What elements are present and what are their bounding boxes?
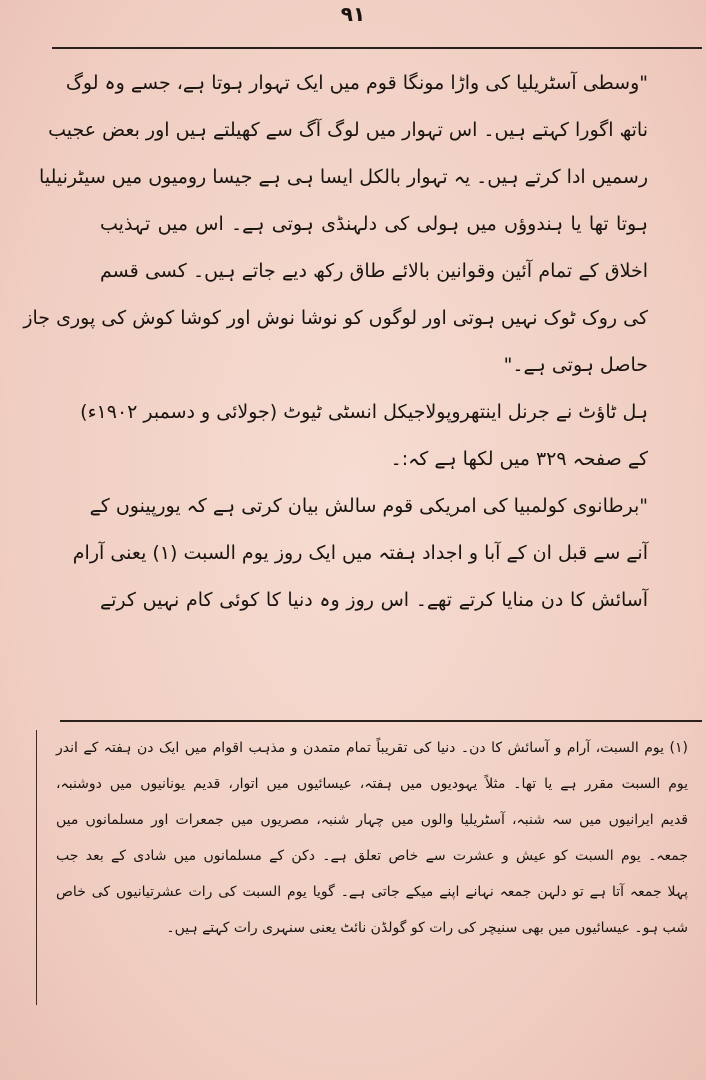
text-line: "برطانوی کولمبیا کی امریکی قوم سالش بیان کرتی ہے کہ یورپینوں کے [89,495,648,517]
text-line: رسمیں ادا کرتے ہیں۔ یہ تہوار بالکل ایسا ہی ہے جیسا رومیوں میں سیٹرنیلیا [39,166,648,188]
footnotes [56,730,688,946]
text-line: آنے سے قبل ان کے آبا و اجداد ہفتہ میں ایک روز یوم السبت (۱) یعنی آرام [72,542,648,564]
footnote-rule [60,720,702,722]
text-line: "وسطی آسٹریلیا کی واڑا مونگا قوم میں ایک تہوار ہوتا ہے، جسے وہ لوگ [65,72,648,94]
footnote-line: یوم السبت مقرر ہے یا تھا۔ مثلاً یہودیوں میں ہفتہ، عیسائیوں میں اتوار، قدیم یونانیوں میں دوشنبہ، [56,776,688,792]
text-line: ناتھ اگورا کہتے ہیں۔ اس تہوار میں لوگ آگ سے کھیلتے ہیں اور بعض عجیب [48,119,648,141]
page-number: ۹۱ [340,2,366,26]
margin-line [36,730,37,1005]
text-line: اخلاق کے تمام آئین وقوانین بالائے طاق رکھ دیے جاتے ہیں۔ کسی قسم [100,260,648,282]
text-line: ہوتا تھا یا ہندوؤں میں ہولی کی دلہنڈی ہوتی ہے۔ اس میں تہذیب [100,213,648,235]
footnote-line: (۱) یوم السبت، آرام و آسائش کا دن۔ دنیا کی تقریباً تمام متمدن و مذہب اقوام میں ایک دن ہفتہ کے اندر [56,740,688,756]
text-line: ہل ٹاؤٹ نے جرنل اینتھروپولاجیکل انسٹی ٹیوٹ (جولائی و دسمبر ۱۹۰۲ء) [80,401,648,423]
footnote-line: جمعہ۔ یوم السبت کو عیش و عشرت سے خاص تعلق ہے۔ دکن کے مسلمانوں میں شادی کے بعد جب [56,848,688,864]
footnote-line: شب ہو۔ عیسائیوں میں بھی سنیچر کی رات کو گولڈن نائٹ یعنی سنہری رات کہتے ہیں۔ [166,920,688,936]
footnote-line: پہلا جمعہ آتا ہے تو دلہن جمعہ نہانے اپنے میکے جاتی ہے۔ گویا یوم السبت کی رات عشرتیانیوں کی خاص [56,884,688,900]
body-text [23,60,648,624]
text-line: کے صفحہ ۳۲۹ میں لکھا ہے کہ:۔ [390,448,648,470]
footnote-line: قدیم ایرانیوں میں سہ شنبہ، آسٹریلیا والوں میں چہار شنبہ، مصریوں میں جمعرات اور مسلمانوں میں [56,812,688,828]
header-rule [52,47,702,49]
text-line: حاصل ہوتی ہے۔" [503,354,648,376]
text-line: کی روک ٹوک نہیں ہوتی اور لوگوں کو نوشا نوش اور کوشا کوش کی پوری جاز [23,307,648,329]
text-line: آسائش کا دن منایا کرتے تھے۔ اس روز وہ دنیا کا کوئی کام نہیں کرتے [100,589,648,611]
